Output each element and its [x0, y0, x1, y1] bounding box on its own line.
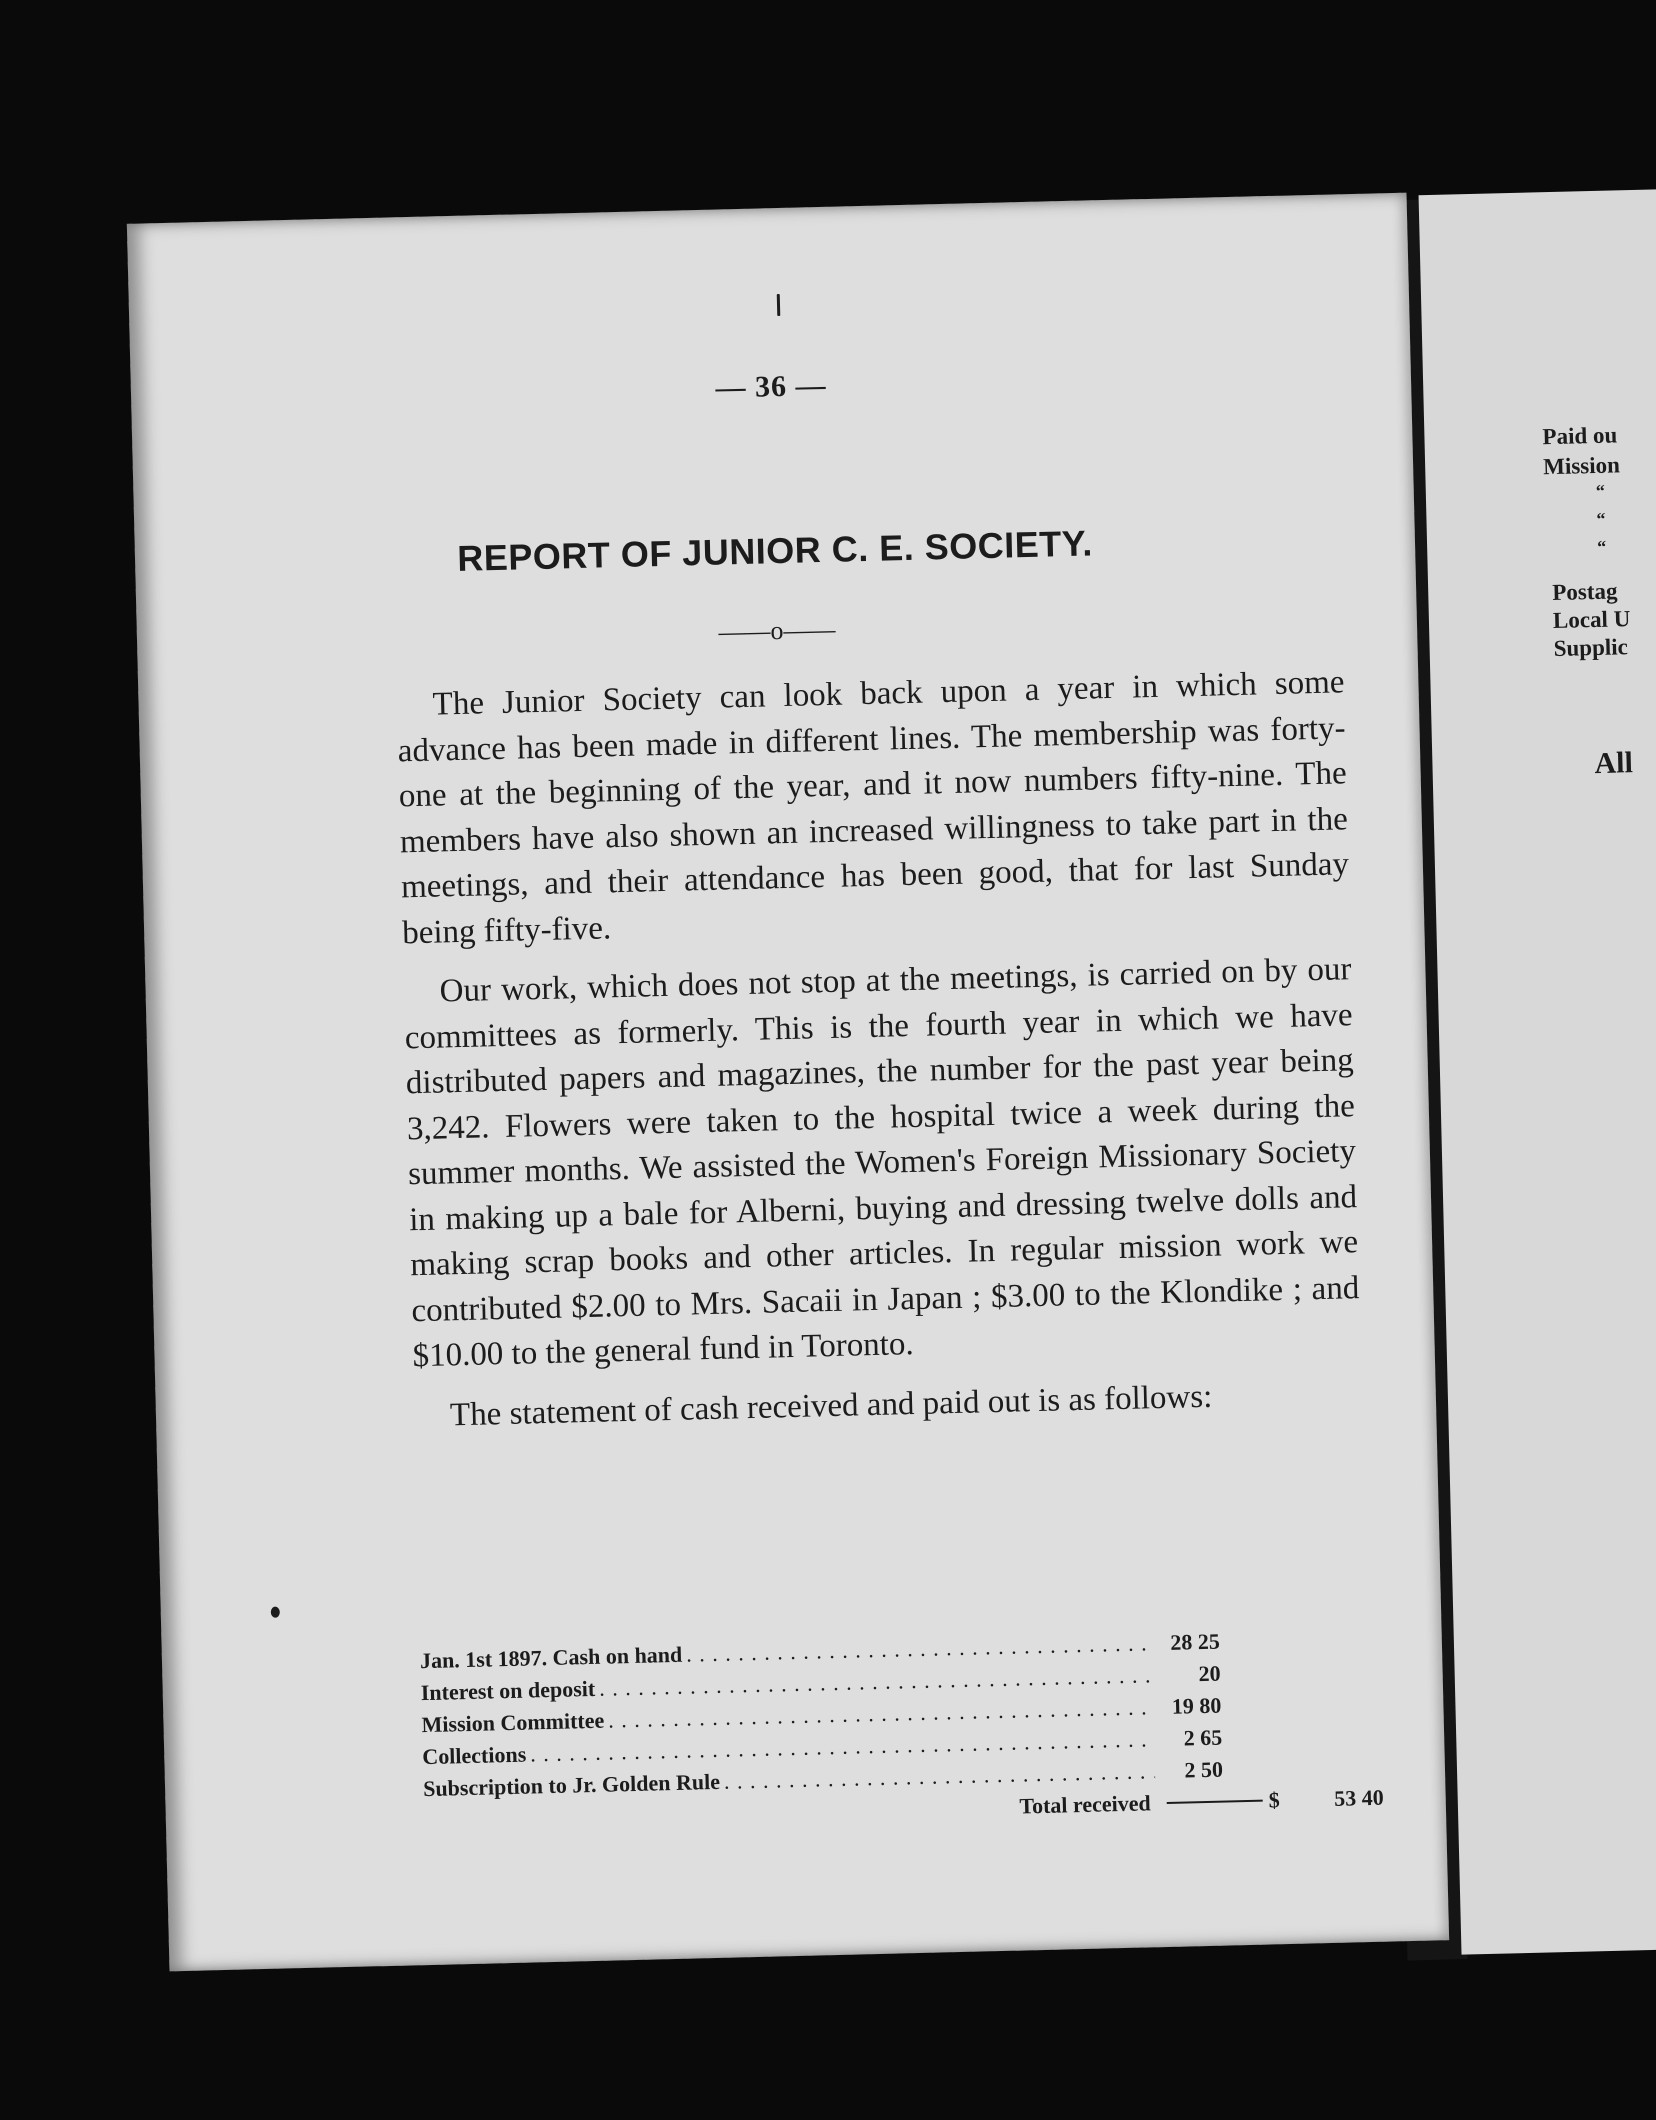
ledger-amount: 20: [1198, 1660, 1221, 1687]
report-body: [396, 660, 1363, 1453]
report-title: REPORT OF JUNIOR C. E. SOCIETY.: [456, 522, 1094, 579]
ledger-label: Interest on deposit: [420, 1675, 596, 1706]
facing-line: “: [1596, 536, 1607, 557]
book-page: [127, 193, 1449, 1972]
facing-line: Mission: [1542, 452, 1621, 480]
ledger-label: Subscription to Jr. Golden Rule: [422, 1768, 721, 1802]
facing-page-fragment: [1419, 189, 1656, 1954]
total-amount: 53 40: [1333, 1784, 1384, 1811]
ledger-label: Collections: [422, 1741, 527, 1770]
cash-ledger: [420, 1621, 1424, 1837]
ink-speck: [777, 294, 781, 316]
ledger-amount: 2 65: [1183, 1724, 1223, 1751]
ledger-label: Mission Committee: [421, 1707, 605, 1738]
ledger-amount: 28 25: [1169, 1628, 1221, 1655]
facing-line: Paid ou: [1542, 422, 1618, 450]
facing-line: Supplic: [1553, 634, 1629, 662]
facing-line: Local U: [1552, 606, 1631, 634]
paragraph-work: Our work, which does not stop at the meetings, is carried on by our committees as formerly. This is the fourth year in which we have distributed papers and magazines, the number for the past year being 3,242. Flowers were taken to the hospital twice a week during the summer months. We assisted the Women's Foreign Missionary Society in making up a bale for Alberni, buying and dressing twelve dolls and making scrap books and other articles. In regular mission work we contributed $2.00 to Mrs. Sacaii in Japan ; $3.00 to the Klondike ; and $10.00 to the general fund in Toronto.: [404, 951, 1360, 1375]
paragraph-statement: The statement of cash received and paid out is as follows:: [449, 1378, 1213, 1433]
page-number: — 36 —: [715, 368, 827, 405]
paragraph-membership: The Junior Society can look back upon a year in which some advance has been made in different lines. The membership was forty- one at the beginning of the year, and it now numbers fifty-nine. The members have also shown an increased willingness to take part in the meetings, and their attendance has been good, that for last Sunday being fifty-five.: [397, 664, 1350, 951]
facing-line: “: [1595, 480, 1606, 501]
facing-line: All: [1594, 746, 1634, 781]
facing-line: Postag: [1551, 578, 1618, 606]
total-rule: [1167, 1800, 1263, 1804]
total-currency: $: [1268, 1787, 1280, 1813]
ledger-label: Jan. 1st 1897. Cash on hand: [419, 1641, 683, 1674]
facing-line: “: [1596, 508, 1606, 529]
ledger-amount: 19 80: [1171, 1692, 1222, 1719]
total-label: Total received: [1019, 1790, 1152, 1819]
title-divider: ——o——: [718, 614, 836, 647]
ledger-amount: 2 50: [1184, 1756, 1224, 1783]
ink-speck: [271, 1607, 280, 1618]
